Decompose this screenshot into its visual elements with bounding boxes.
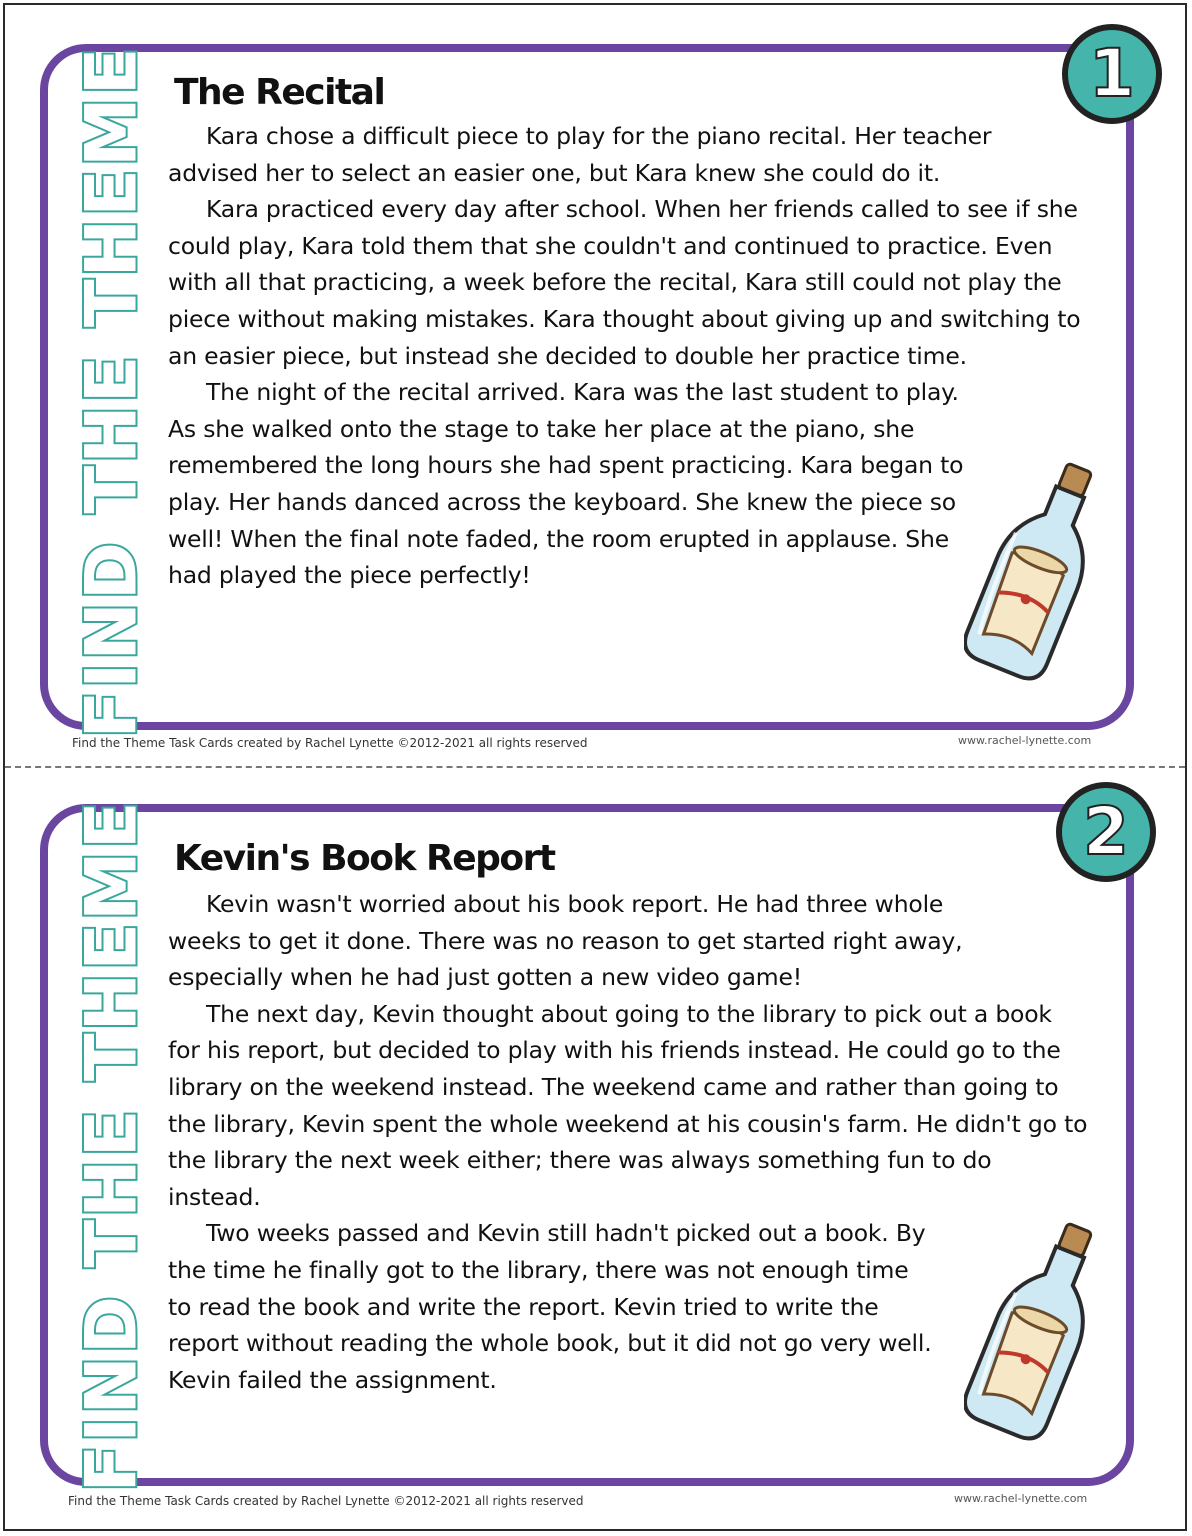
card-number-badge: 1: [1062, 24, 1162, 124]
paragraph: Kara practiced every day after school. When her friends called to see if she could play, Kara told them that she couldn't and continued to practice. Even with all that practicing, a week before the recital, Kara still could not play the piece without making mistakes. Kara thought about giving up and switching to an easier piece, but instead she decided to double her practice time.: [168, 195, 1081, 370]
task-card-2: [40, 799, 1134, 1493]
paragraph: The night of the recital arrived. Kara was the last student to play. As she walked onto the stage to take her place at the piano, she remembered the long hours she had spent practicing. Kara began to play. Her hands danced across the keyboard. She knew the piece so well! When the final note faded, the room erupted in applause. She had played the piece perfectly!: [168, 378, 964, 590]
paragraph: Two weeks passed and Kevin still hadn't picked out a book. By the time he finally got to the library, there was not enough time to read the book and write the report. Kevin tried to write the report without reading the whole book, but it did not go very well. Kevin failed the assignment.: [168, 1219, 932, 1394]
footer-website: www.rachel-lynette.com: [954, 1492, 1088, 1505]
paragraph: The next day, Kevin thought about going to the library to pick out a book for his report, but decided to play with his friends instead. He could go to the library on the weekend instead. The weekend came and rather than going to the library, Kevin spent the whole weekend at his cousin's farm. He didn't go to the library the next week either; there was always something fun to do instead.: [168, 999, 1088, 1211]
story-title: The Recital: [174, 72, 385, 113]
task-card-1: [40, 44, 1134, 739]
message-bottle-icon: [964, 454, 1114, 684]
paragraph: Kevin wasn't worried about his book report. He had three whole weeks to get it done. There was no reason to get started right away, especially when he had just gotten a new video game!: [168, 890, 963, 992]
story-text: [168, 886, 1088, 1398]
story-title: Kevin's Book Report: [174, 838, 555, 879]
card-number-badge: 2: [1056, 782, 1156, 882]
side-title-text: FIND THE THEME: [71, 45, 154, 739]
side-title: [70, 799, 154, 1493]
side-title: [70, 45, 154, 739]
cut-line-divider: [5, 766, 1185, 768]
footer-credit: Find the Theme Task Cards created by Rachel Lynette ©2012-2021 all rights reserved: [68, 1494, 584, 1508]
paragraph: Kara chose a difficult piece to play for the piano recital. Her teacher advised her to select an easier one, but Kara knew she could do it.: [168, 122, 992, 187]
side-title-text: FIND THE THEME: [71, 799, 154, 1493]
footer-credit: Find the Theme Task Cards created by Rachel Lynette ©2012-2021 all rights reserved: [72, 736, 588, 750]
message-bottle-icon: [964, 1214, 1114, 1444]
footer-website: www.rachel-lynette.com: [958, 734, 1092, 747]
story-text: [168, 118, 1088, 594]
